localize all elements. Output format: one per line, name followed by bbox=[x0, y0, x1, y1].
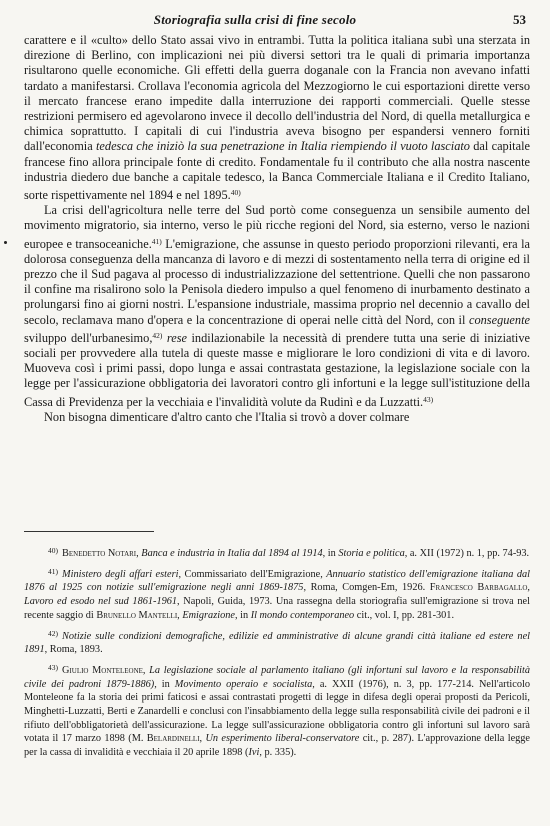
footnote-number: 40) bbox=[48, 546, 58, 555]
paragraph-2 bbox=[24, 203, 530, 410]
text-run-it: Lavoro ed esodo nel sud 1861-1961 bbox=[24, 596, 178, 608]
text-run: Non bisogna dimenticare d'altro canto che l'Italia si trovò a dover colmare bbox=[44, 409, 410, 424]
page-number: 53 bbox=[513, 12, 526, 27]
footnote-ref: 42) bbox=[152, 330, 163, 340]
text-run-it: conseguente bbox=[468, 312, 530, 327]
text-run-it: Movimento operaio e socialista bbox=[174, 678, 313, 690]
text-run: carattere e il «culto» dello Stato assai vivo in entrambi. Tutta la politica italiana subì una sterzata in direzione di Berlino, con implicazioni nei più diversi settori tra le quali di primaria importanza risultarono quelle economiche. Gli effetti della guerra doganale con la Francia non avevano infatti tardato a manifestarsi. Crollava l'economia agricola del Mezzogiorno le cui esportazioni dirette verso il mercato francese erano impedite dalla interruzione dei rapporti commerciali. Quelle stesse restrizioni permisero ed agevolarono invece il decollo dell'industria del Nord, di quella metallurgica e chimica soprattutto. I capitali di cui l'industria aveva bisogno per espandersi vennero forniti dall'economia bbox=[24, 33, 530, 154]
text-run: L'emigrazione, che assunse in questo periodo proporzioni rilevanti, era la dolorosa conseguenza della mancanza di lavoro e di mezzi di sostentamento nella terra di origine ed il prezzo che il Sud pagava al processo di industrializzazione del settentrione. Quelli che non passarono il confine ma risalirono solo la Penisola diedero impulso a quel fenomeno di inurbamento destinato a prolungarsi fino ai giorni nostri. L'espansione industriale, massima proprio nel decennio a cavallo del secolo, reclamava mano d'opera e la concentrazione di operai nelle città del Nord, con il bbox=[24, 236, 530, 327]
text-run: , in bbox=[154, 678, 175, 690]
footnote-40 bbox=[24, 544, 530, 561]
body-text bbox=[24, 33, 530, 425]
footnote-ref: 40) bbox=[230, 188, 241, 198]
text-run: dal capitale francese fino allora principale fonte di credito. Fondamentale fu il contributo che alla nostra nascente industria diedero due banche a capitale tedesco, la Banca Commerciale Italiana e il Credito Italiano, sorte rispettivamente nel 1894 e nel 1895. bbox=[24, 139, 530, 203]
text-run-sc: Benedetto Notari bbox=[62, 548, 137, 559]
text-run-it: Ivi bbox=[248, 747, 260, 759]
text-run-it: Storia e politica bbox=[338, 548, 405, 559]
text-run: , Roma, Comgen-Em, 1926. bbox=[303, 582, 430, 594]
text-run: , bbox=[527, 582, 530, 594]
text-run: , a. XII (1972) n. 1, pp. 74-93. bbox=[404, 548, 530, 559]
text-run-it: tedesca che iniziò la sua penetrazione in Italia riempiendo il vuoto lasciato bbox=[96, 139, 470, 154]
footnote-42 bbox=[24, 627, 530, 657]
footnote-ref: 43) bbox=[423, 394, 434, 404]
text-run-it: Emigrazione bbox=[182, 609, 235, 621]
page-header bbox=[24, 12, 526, 32]
text-run: cit., p. 287). L'approvazione della legge per la cassa di invalidità e vecchiaia il 20 aprile 1898 ( bbox=[24, 733, 531, 759]
text-run: , bbox=[177, 609, 183, 621]
footnote-ref: 41) bbox=[151, 236, 162, 246]
text-run-it: Annuario statistico dell'emigrazione italiana dal 1876 al 1925 con notizie sull'emigrazione negli anni 1869-1875 bbox=[24, 568, 530, 594]
footnote-number: 43) bbox=[48, 662, 58, 672]
text-run: , p. 335). bbox=[259, 747, 297, 759]
text-run: , a. XXII (1976), n. 3, pp. 177-214. Nell'articolo Monteleone fa la storia dei primi faticosi e assai contrastati progetti di legge in difesa degli operai proposti da Pericoli, Minghetti-Luzzatti, Berti e Zanardelli e conclusi con l'insabbiamento della legge sulla responsabilità civile dei padroni e il rifiuto dell'obbligatorietà dell'assicurazione. La legge sull'assicurazione obbligatoria contro gli infortuni sul lavoro sarà votata il 17 marzo 1898 (M. bbox=[24, 678, 531, 745]
text-run: sviluppo dell'urbanesimo, bbox=[24, 330, 153, 345]
running-head: Storiografia sulla crisi di fine secolo bbox=[153, 12, 357, 27]
footnote-number: 42) bbox=[48, 628, 58, 638]
paragraph-3 bbox=[24, 410, 530, 425]
text-run: , in bbox=[234, 609, 251, 621]
text-run-it: La legislazione sociale al parlamento italiano (gli infortuni sul lavoro e la responsabilità civile dei padroni 1879-1886) bbox=[24, 664, 530, 690]
text-run-sc: Giulio Monteleone bbox=[62, 664, 143, 676]
text-run: , bbox=[142, 664, 150, 676]
text-run-it: Un esperimento liberal-conservatore bbox=[205, 733, 360, 745]
text-run-it: Ministero degli affari esteri bbox=[62, 568, 179, 580]
text-run: , in bbox=[322, 548, 339, 559]
text-run-sc: Belardinelli bbox=[146, 733, 200, 745]
text-run: , bbox=[199, 733, 206, 745]
text-run: cit., vol. I, pp. 281-301. bbox=[354, 609, 455, 621]
text-run: , bbox=[136, 548, 142, 559]
footnote-43 bbox=[24, 661, 530, 760]
text-run-sc: Francesco Barbagallo bbox=[429, 582, 528, 594]
text-run-it: rese bbox=[166, 330, 188, 345]
text-run-it: Il mondo contemporaneo bbox=[250, 609, 355, 621]
footnotes bbox=[24, 544, 530, 760]
margin-mark bbox=[4, 241, 7, 244]
text-run-it: Notizie sulle condizioni demografiche, edilizie ed amministrative di alcune grandi città italiane ed estere nel 1891 bbox=[24, 630, 530, 656]
footnote-divider bbox=[24, 531, 154, 532]
footnote-41 bbox=[24, 565, 530, 623]
text-run: indilazionabile la necessità di prendere tutta una serie di iniziative sociali per provvedere alla tutela di queste masse e migliorare le loro condizioni di vita e di lavoro. Muoveva così i primi passi, dopo lunga e assai contrastata gestazione, la legislazione sociale con la legge per l'assicurazione obbligatoria dei lavoratori contro gli infortuni e la legge sull'istituzione della Cassa di Previdenza per la vecchiaia e l'invalidità volute da Rudinì e da Luzzatti. bbox=[24, 330, 530, 409]
text-run: , Napoli, Guida, 1973. Una rassegna della storiografia sull'emigrazione si trova nel recente saggio di bbox=[24, 596, 530, 621]
footnote-number: 41) bbox=[48, 566, 58, 576]
text-run-it: Banca e industria in Italia dal 1894 al 1914 bbox=[141, 548, 323, 559]
text-run: , Roma, 1893. bbox=[44, 644, 103, 656]
text-run: , Commissariato dell'Emigrazione, bbox=[178, 568, 327, 580]
text-run-sc: Brunello Mantelli bbox=[96, 609, 178, 621]
paragraph-1 bbox=[24, 33, 530, 203]
text-run: La crisi dell'agricoltura nelle terre del Sud portò come conseguenza un sensibile aumento del movimento migratorio, sia interno, verso le più ricche regioni del Nord, sia esterno, verso le nazioni europee e transoceaniche. bbox=[24, 203, 530, 251]
